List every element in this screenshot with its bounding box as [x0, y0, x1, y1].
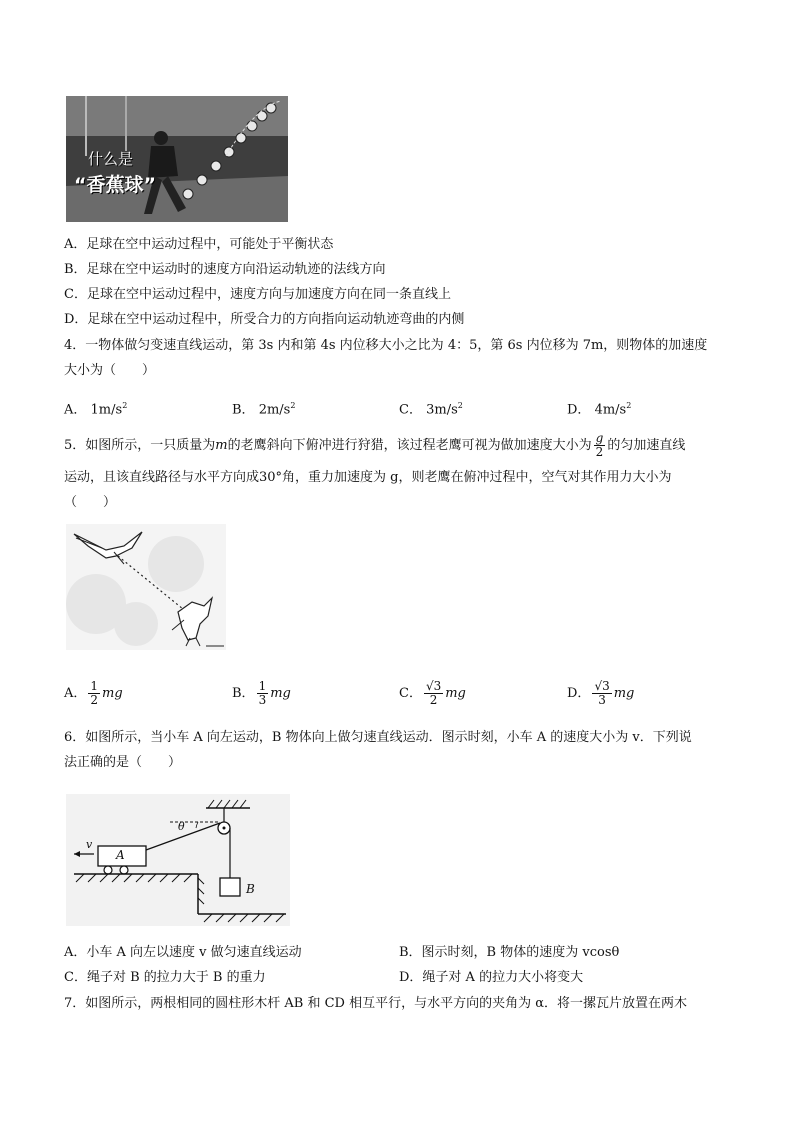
q4-option-c: [399, 397, 463, 419]
q6-option-a: A．小车 A 向左以速度 v 做匀速直线运动: [64, 945, 302, 960]
q5-stem-line1: [64, 432, 685, 459]
q5-option-tail: mg: [613, 686, 635, 701]
cart-pulley-diagram: [66, 794, 290, 926]
fig-cart-label: A: [116, 848, 125, 862]
q4-option-letter: A．: [64, 402, 87, 418]
q4-stem-line2: 大小为（ ）: [64, 363, 156, 378]
fraction-denominator: 3: [258, 693, 267, 707]
fraction-denominator: 2: [90, 693, 99, 707]
fraction-numerator: 1: [258, 679, 267, 693]
fraction-denominator: 2: [595, 445, 604, 459]
q4-stem-line1: 4．一物体做匀变速直线运动，第 3s 内和第 4s 内位移大小之比为 4：5，第 6s 内位移为 7m，则物体的加速度: [64, 338, 708, 353]
q6-option-d: D．绳子对 A 的拉力大小将变大: [399, 970, 584, 985]
eagle-dive-illustration: [66, 524, 226, 650]
fig-theta-label: θ: [178, 820, 185, 833]
q4-option-letter: D．: [567, 402, 591, 418]
q6-stem-line1: 6．如图所示，当小车 A 向左运动，B 物体向上做匀速直线运动．图示时刻，小车 A 的速度大小为 v．下列说: [64, 730, 692, 745]
fraction-denominator: 3: [598, 693, 606, 707]
fraction-denominator: 2: [429, 693, 438, 707]
q4-option-exp: 2: [290, 401, 296, 410]
q3-option-c: C．足球在空中运动过程中，速度方向与加速度方向在同一条直线上: [64, 287, 451, 302]
q4-option-value: 4m/s: [594, 402, 627, 418]
q5-option-tail: mg: [270, 686, 291, 701]
cart-pulley-figure: [66, 794, 290, 926]
q7-stem-line1: 7．如图所示，两根相同的圆柱形木杆 AB 和 CD 相互平行，与水平方向的夹角为 α．将一摞瓦片放置在两木: [64, 996, 688, 1011]
q5-option-letter: A．: [64, 686, 87, 701]
fraction-numerator: √3: [425, 679, 442, 693]
q4-option-exp: 2: [457, 401, 463, 410]
photo-caption-line1: 什么是: [88, 150, 134, 168]
q4-option-exp: 2: [122, 401, 128, 410]
q5-option-c: [399, 680, 466, 707]
q4-option-letter: C．: [399, 402, 422, 418]
q5-mass-symbol: m: [215, 438, 228, 453]
q5-stem-line2: 运动，且该直线路径与水平方向成30°角，重力加速度为 g，则老鹰在俯冲过程中，空气对其作用力大小为: [64, 470, 672, 485]
q5-option-tail: mg: [102, 686, 123, 701]
q4-option-d: [567, 397, 631, 419]
q3-option-a: A．足球在空中运动过程中，可能处于平衡状态: [64, 237, 334, 252]
banana-kick-photo: [66, 96, 288, 222]
q5-option-letter: C．: [399, 686, 422, 701]
q4-option-letter: B．: [232, 402, 255, 418]
eagle-dive-figure: [66, 524, 226, 650]
q5-option-a: [64, 680, 123, 707]
q4-option-value: 3m/s: [426, 402, 458, 418]
q4-option-value: 1m/s: [90, 402, 123, 418]
q5-option-fraction: [257, 680, 269, 707]
fraction-numerator: √3: [594, 679, 610, 693]
q5-accel-fraction: [594, 432, 606, 459]
q5-option-letter: D．: [567, 686, 591, 701]
q4-option-b: [232, 397, 295, 419]
q4-option-value: 2m/s: [258, 402, 291, 418]
q6-option-c: C．绳子对 B 的拉力大于 B 的重力: [64, 970, 266, 985]
q3-option-d: D．足球在空中运动过程中，所受合力的方向指向运动轨迹弯曲的内侧: [64, 312, 465, 327]
fraction-numerator: g: [595, 431, 604, 445]
q6-stem-line2: 法正确的是（ ）: [64, 755, 182, 770]
q5-option-b: [232, 680, 291, 707]
q4-option-exp: 2: [626, 401, 632, 410]
q5-stem-part2: 的老鹰斜向下俯冲进行狩猎，该过程老鹰可视为做加速度大小为: [227, 438, 592, 453]
q4-option-a: [64, 397, 127, 419]
q3-option-b: B．足球在空中运动时的速度方向沿运动轨迹的法线方向: [64, 262, 386, 277]
q5-stem-part1: 5．如图所示，一只质量为: [64, 438, 216, 453]
fraction-numerator: 1: [90, 679, 99, 693]
q5-option-tail: mg: [445, 686, 466, 701]
q5-option-fraction: [592, 680, 611, 707]
photo-caption-line2: “香蕉球”: [74, 174, 156, 196]
fig-velocity-label: v: [86, 838, 93, 851]
q5-option-fraction: [88, 680, 100, 707]
q6-option-b: B．图示时刻，B 物体的速度为 vcosθ: [399, 945, 620, 960]
q5-option-d: [567, 680, 634, 707]
q5-stem-line3: （ ）: [64, 495, 117, 510]
fig-box-label: B: [246, 882, 255, 896]
q5-option-fraction: [424, 680, 443, 707]
q5-option-letter: B．: [232, 686, 255, 701]
q5-stem-part3: 的匀加速直线: [607, 438, 686, 453]
